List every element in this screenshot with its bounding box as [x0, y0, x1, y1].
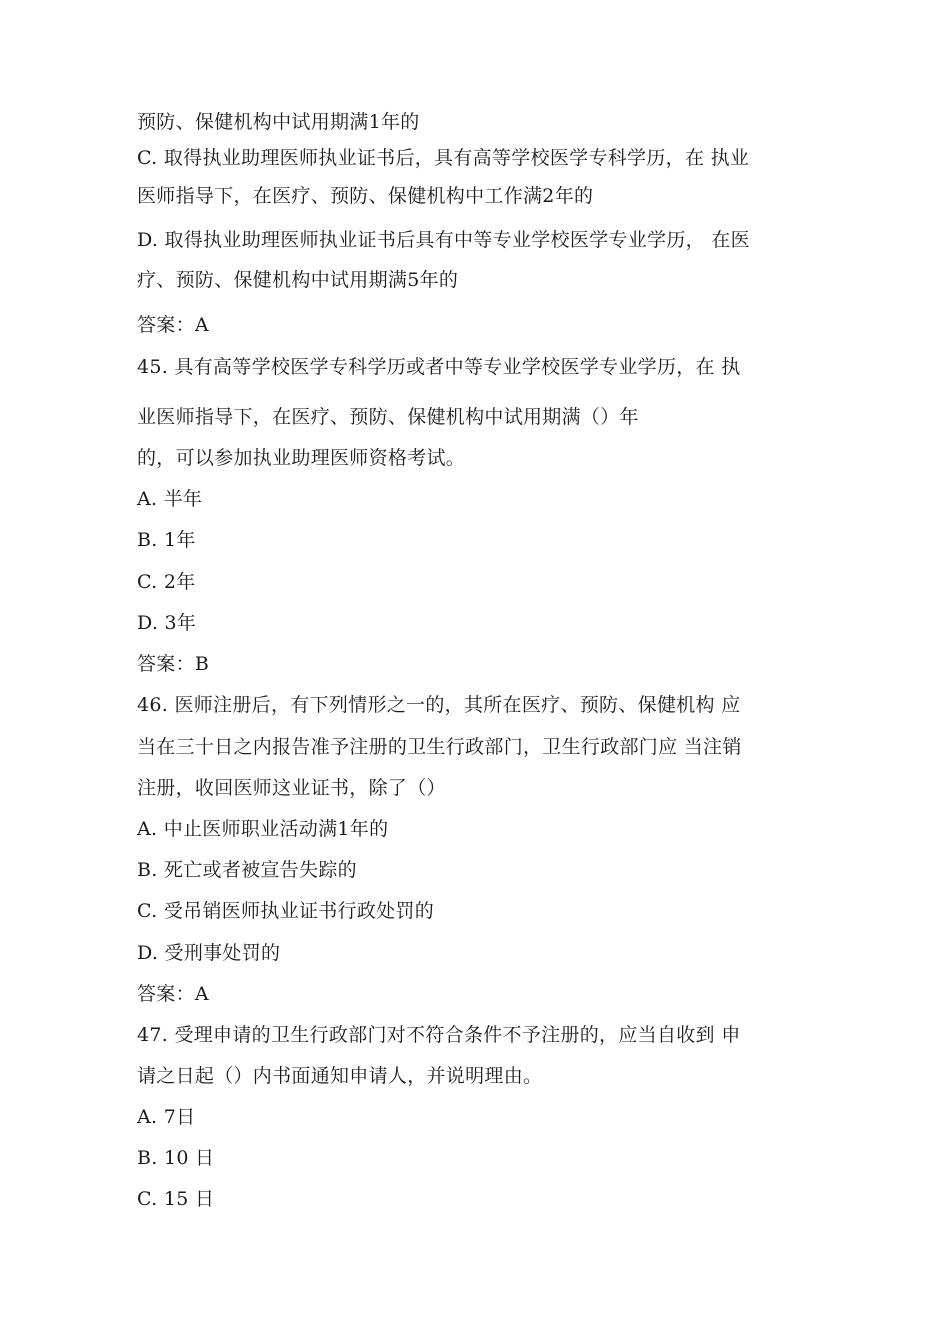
q46-stem-line1: 46. 医师注册后，有下列情形之一的，其所在医疗、预防、保健机构 应	[137, 694, 741, 716]
q45-stem-line3: 的，可以参加执业助理医师资格考试。	[137, 447, 466, 469]
q44-option-c-line2: 医师指导下，在医疗、预防、保健机构中工作满2年的	[137, 185, 594, 207]
q45-option-a: A. 半年	[137, 488, 203, 510]
q44-option-d-line1: D. 取得执业助理医师执业证书后具有中等专业学校医学专业学历， 在医	[137, 229, 750, 251]
q47-option-b: B. 10 日	[137, 1147, 215, 1169]
q46-answer: 答案：A	[137, 983, 209, 1005]
q45-option-c: C. 2年	[137, 571, 196, 593]
q47-option-a: A. 7日	[137, 1106, 196, 1128]
q46-option-d: D. 受刑事处罚的	[137, 942, 281, 964]
q44-option-d-line2: 疗、预防、保健机构中试用期满5年的	[137, 269, 459, 291]
q47-option-c: C. 15 日	[137, 1188, 215, 1210]
q44-option-c-line1: C. 取得执业助理医师执业证书后，具有高等学校医学专科学历，在 执业	[137, 147, 750, 169]
q46-option-b: B. 死亡或者被宣告失踪的	[137, 859, 357, 881]
q45-option-d: D. 3年	[137, 612, 197, 634]
q46-option-c: C. 受吊销医师执业证书行政处罚的	[137, 900, 435, 922]
q44-answer: 答案：A	[137, 314, 209, 336]
q45-stem-line2: 业医师指导下，在医疗、预防、保健机构中试用期满（）年	[137, 406, 639, 428]
q45-answer: 答案：B	[137, 653, 210, 675]
q46-stem-line3: 注册，收回医师这业证书，除了（）	[137, 777, 446, 799]
q46-option-a: A. 中止医师职业活动满1年的	[137, 818, 389, 840]
q45-option-b: B. 1年	[137, 529, 196, 551]
q44-option-b-continuation: 预防、保健机构中试用期满1年的	[137, 111, 420, 133]
q46-stem-line2: 当在三十日之内报告准予注册的卫生行政部门，卫生行政部门应 当注销	[137, 736, 742, 758]
q47-stem-line1: 47. 受理申请的卫生行政部门对不符合条件不予注册的，应当自收到 申	[137, 1024, 741, 1046]
q45-stem-line1: 45. 具有高等学校医学专科学历或者中等专业学校医学专业学历，在 执	[137, 356, 741, 378]
q47-stem-line2: 请之日起（）内书面通知申请人，并说明理由。	[137, 1065, 543, 1087]
